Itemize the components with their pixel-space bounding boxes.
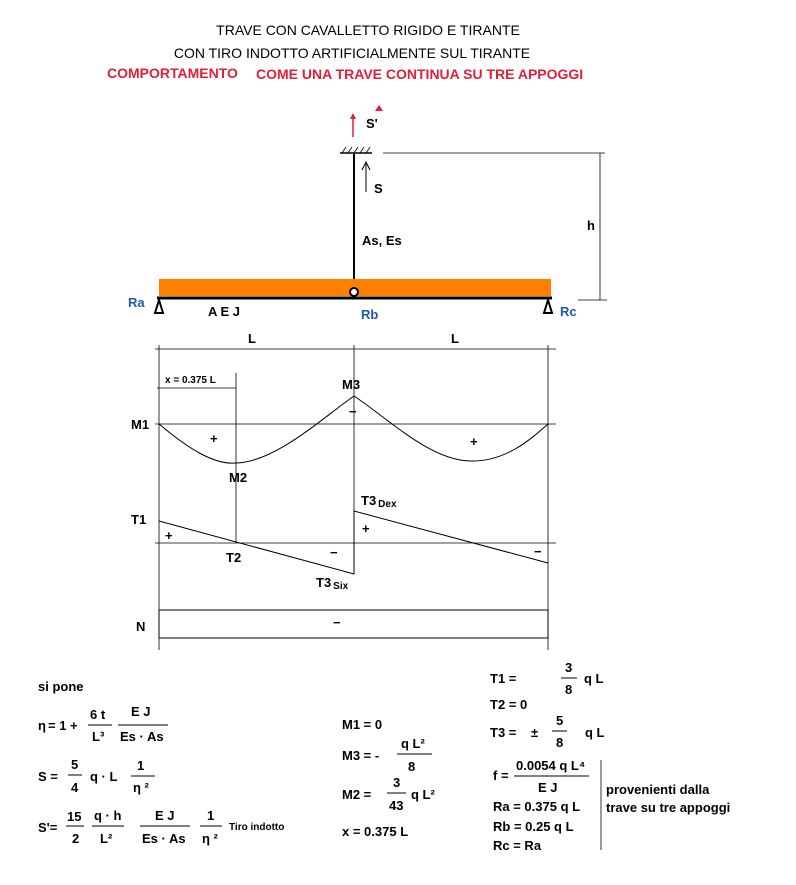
rc-label: Rc [560,304,577,319]
tie-anchor [340,147,372,153]
provenienti-2: trave su tre appoggi [606,800,731,815]
m3-equation [342,736,432,774]
t3-equation [490,713,605,750]
x-label: x = 0.375 L [165,375,216,386]
svg-text:3: 3 [565,660,573,675]
svg-text:Tiro indotto: Tiro indotto [229,822,285,833]
svg-text:E J: E J [538,780,558,795]
svg-text:0.0054 q L⁴: 0.0054 q L⁴ [516,758,586,773]
svg-text:8: 8 [565,682,573,697]
t3dex-label: T3 Dex [361,493,397,510]
t2-label: T2 [226,550,242,565]
title-line-3b: COME UNA TRAVE CONTINUA SU TRE APPOGGI [256,66,584,82]
svg-text:4: 4 [71,780,79,795]
svg-text:1: 1 [137,758,145,773]
provenienti-1: provenienti dalla [606,782,710,797]
s-formula [38,757,155,795]
shear-line [159,511,548,574]
svg-text:f =: f = [493,768,509,783]
s-arrow [362,162,370,192]
svg-text:E J: E J [155,808,175,823]
moment-sign-left: + [210,431,218,446]
eta-formula [38,704,168,744]
svg-text:M3 = -: M3 = - [342,748,380,763]
tie-label: As, Es [362,233,402,248]
svg-text:8: 8 [408,759,416,774]
svg-text:Es · As: Es · As [120,729,164,744]
n-label: N [136,619,146,634]
m2-equation [342,775,435,813]
title-line-3a: COMPORTAMENTO [107,65,238,81]
t1-equation [490,660,604,697]
tie-joint [350,288,358,296]
svg-text:S'=: S'= [38,820,58,835]
h-label: h [587,218,595,233]
s-label: S [374,181,383,196]
t2-equation: T2 = 0 [490,697,528,712]
svg-text:η ²: η ² [202,831,218,846]
rb-label: Rb [361,307,379,322]
svg-text:L³: L³ [92,729,105,744]
si-pone: si pone [38,679,84,694]
svg-text:±: ± [531,725,539,740]
t3six-label: T3 Six [316,575,349,592]
support-c [544,300,552,313]
title-line-1: TRAVE CON CAVALLETTO RIGIDO E TIRANTE [216,22,520,38]
m1-label: M1 [131,417,150,432]
svg-text:q · h: q · h [94,808,122,823]
svg-text:6 t: 6 t [90,707,106,722]
span-left-label: L [248,331,256,346]
rc-equation: Rc = Ra [493,838,542,853]
svg-text:q L: q L [584,671,604,686]
rb-equation: Rb = 0.25 q L [493,819,574,834]
t1-label: T1 [131,512,147,527]
f-equation [493,758,589,795]
moment-sign-mid: − [349,404,357,419]
ra-equation: Ra = 0.375 q L [493,799,581,814]
svg-text:q L²: q L² [401,736,425,751]
svg-text:43: 43 [389,798,404,813]
title-line-2: CON TIRO INDOTTO ARTIFICIALMENTE SUL TIRANTE [173,45,531,61]
moment-sign-right: + [470,434,478,449]
beam-props: A E J [208,304,241,319]
svg-text:T3 =: T3 = [490,725,517,740]
svg-text:L²: L² [100,831,113,846]
svg-text:T1 =: T1 = [490,671,517,686]
svg-text:E J: E J [131,704,151,719]
svg-text:= 1 +: = 1 + [48,718,78,733]
svg-text:Es · As: Es · As [142,831,186,846]
normal-force-box [159,610,548,638]
svg-text:M2 =: M2 = [342,787,372,802]
svg-text:η: η [38,718,46,733]
x-equation: x = 0.375 L [342,824,409,839]
svg-text:15: 15 [67,809,82,824]
span-right-label: L [451,331,459,346]
m3-label: M3 [342,377,361,392]
svg-text:q · L: q · L [90,769,118,784]
svg-text:q L²: q L² [411,787,435,802]
ra-label: Ra [128,295,145,310]
shear-sign-right-minus: − [534,544,542,559]
shear-sign-right-plus: + [362,521,370,536]
svg-text:3: 3 [393,775,401,790]
m1-equation: M1 = 0 [342,717,383,732]
shear-sign-left-minus: − [330,545,338,560]
s-prime-formula [38,808,284,846]
svg-text:η ²: η ² [133,780,149,795]
svg-text:5: 5 [71,757,79,772]
svg-text:8: 8 [556,735,564,750]
svg-text:2: 2 [72,831,80,846]
svg-text:5: 5 [556,713,564,728]
support-a [155,300,163,313]
svg-text:q L: q L [585,725,605,740]
normal-sign: − [333,615,341,630]
shear-sign-left-plus: + [165,528,173,543]
svg-text:S =: S = [38,769,58,784]
m2-label: M2 [229,470,248,485]
svg-text:1: 1 [207,808,215,823]
s-prime-label: S' [366,116,378,131]
